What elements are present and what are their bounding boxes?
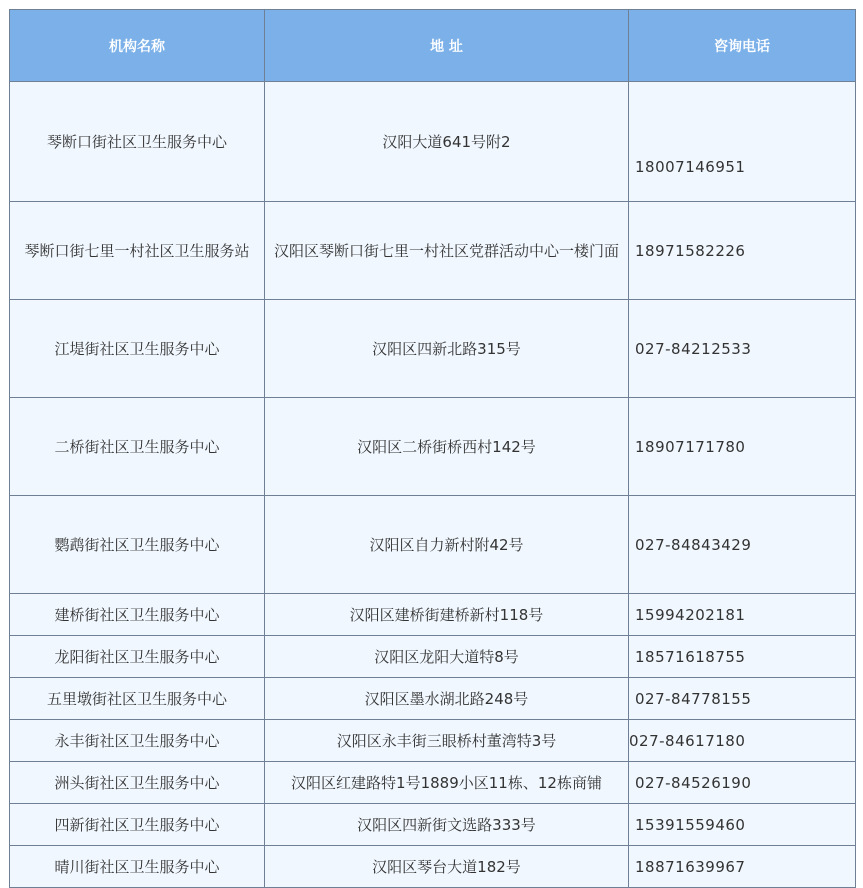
- clinic-address-cell: 汉阳区建桥街建桥新村118号: [265, 594, 629, 636]
- clinic-address-cell: 汉阳区自力新村附42号: [265, 496, 629, 594]
- table-row: [10, 202, 856, 300]
- clinic-address-cell: 汉阳区龙阳大道特8号: [265, 636, 629, 678]
- clinic-directory: [9, 9, 856, 888]
- table-header-row: [10, 10, 856, 82]
- clinic-phone-cell: 18907171780: [629, 398, 856, 496]
- clinic-phone-cell: 18971582226: [629, 202, 856, 300]
- clinic-address-cell: 汉阳区红建路特1号1889小区11栋、12栋商铺: [265, 762, 629, 804]
- clinic-address-cell: 汉阳区永丰街三眼桥村董湾特3号: [265, 720, 629, 762]
- clinic-name-cell: 龙阳街社区卫生服务中心: [10, 636, 265, 678]
- table-row: [10, 82, 856, 202]
- table-row: [10, 678, 856, 720]
- clinic-name-cell: 鹦鹉街社区卫生服务中心: [10, 496, 265, 594]
- clinic-name-cell: 晴川街社区卫生服务中心: [10, 846, 265, 888]
- clinic-address-cell: 汉阳区二桥街桥西村142号: [265, 398, 629, 496]
- clinic-phone-cell: 027-84617180: [629, 720, 856, 762]
- column-header-name: 机构名称: [10, 10, 265, 82]
- clinic-name-cell: 江堤街社区卫生服务中心: [10, 300, 265, 398]
- clinic-name-cell: 永丰街社区卫生服务中心: [10, 720, 265, 762]
- clinic-phone-cell: 15391559460: [629, 804, 856, 846]
- clinic-phone-cell: 027-84212533: [629, 300, 856, 398]
- clinic-name-cell: 洲头街社区卫生服务中心: [10, 762, 265, 804]
- clinic-phone-cell: 027-84778155: [629, 678, 856, 720]
- clinic-table: [9, 9, 856, 888]
- clinic-phone-cell: 027-84526190: [629, 762, 856, 804]
- clinic-address-cell: 汉阳区琴断口街七里一村社区党群活动中心一楼门面: [265, 202, 629, 300]
- column-header-address: 地 址: [265, 10, 629, 82]
- clinic-name-cell: 琴断口街社区卫生服务中心: [10, 82, 265, 202]
- clinic-phone-cell: 027-84843429: [629, 496, 856, 594]
- clinic-name-cell: 二桥街社区卫生服务中心: [10, 398, 265, 496]
- clinic-address-cell: 汉阳区四新街文选路333号: [265, 804, 629, 846]
- clinic-name-cell: 琴断口街七里一村社区卫生服务站: [10, 202, 265, 300]
- clinic-address-cell: 汉阳区墨水湖北路248号: [265, 678, 629, 720]
- table-row: [10, 762, 856, 804]
- table-row: [10, 300, 856, 398]
- clinic-address-cell: 汉阳区琴台大道182号: [265, 846, 629, 888]
- table-row: [10, 804, 856, 846]
- clinic-address-cell: 汉阳区四新北路315号: [265, 300, 629, 398]
- clinic-phone-cell: 18571618755: [629, 636, 856, 678]
- table-row: [10, 398, 856, 496]
- clinic-address-cell: 汉阳大道641号附2: [265, 82, 629, 202]
- clinic-phone-cell: 18007146951: [629, 82, 856, 202]
- table-row: [10, 846, 856, 888]
- table-row: [10, 594, 856, 636]
- column-header-phone: 咨询电话: [629, 10, 856, 82]
- table-row: [10, 496, 856, 594]
- table-row: [10, 636, 856, 678]
- table-row: [10, 720, 856, 762]
- clinic-phone-cell: 18871639967: [629, 846, 856, 888]
- clinic-phone-cell: 15994202181: [629, 594, 856, 636]
- clinic-name-cell: 建桥街社区卫生服务中心: [10, 594, 265, 636]
- clinic-name-cell: 四新街社区卫生服务中心: [10, 804, 265, 846]
- clinic-name-cell: 五里墩街社区卫生服务中心: [10, 678, 265, 720]
